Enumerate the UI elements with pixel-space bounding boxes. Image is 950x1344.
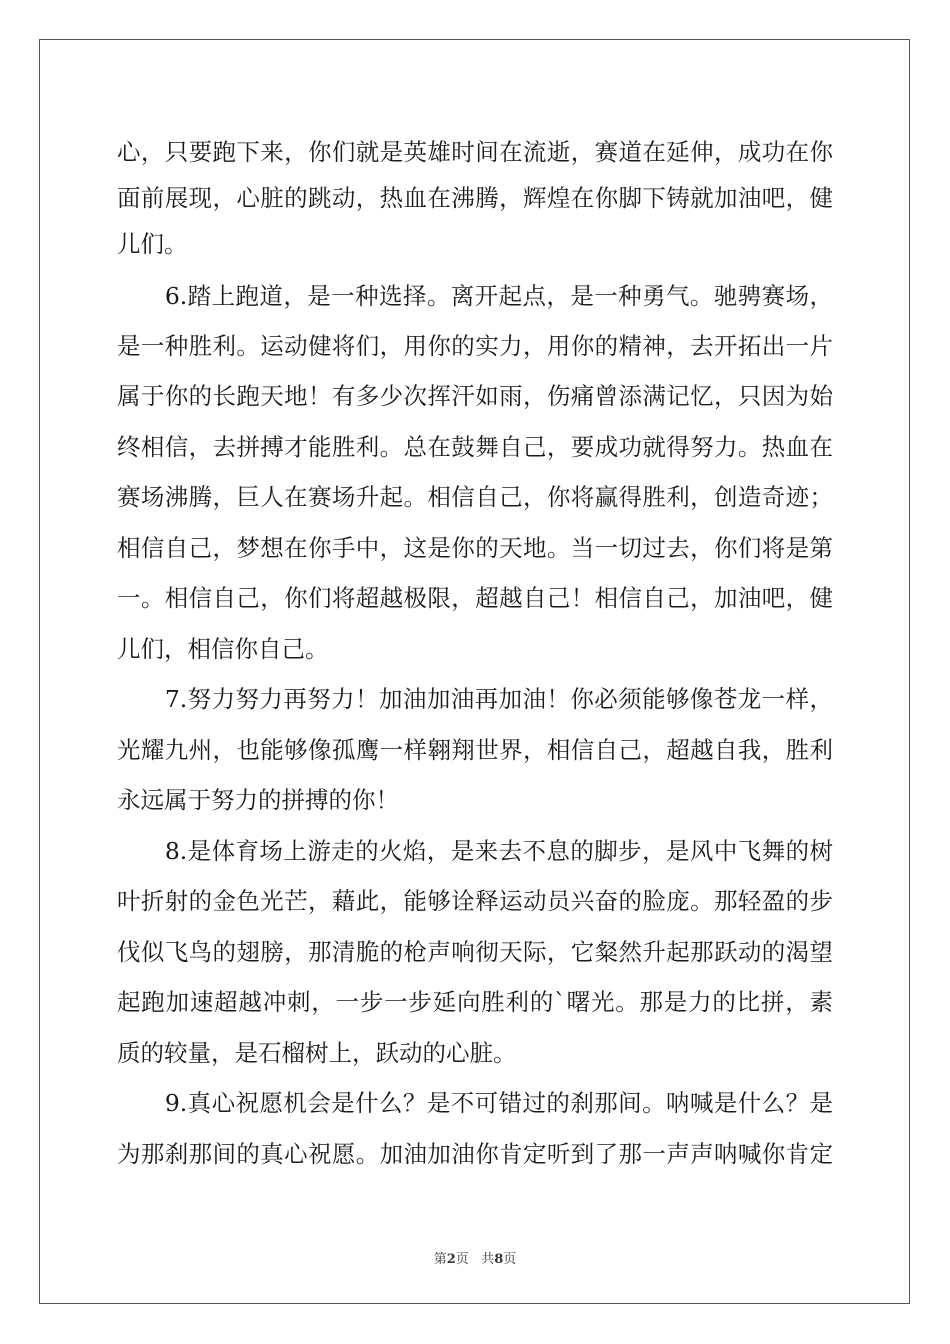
page-number: 2 <box>446 1252 456 1267</box>
text-line: 伐似飞鸟的翅膀，那清脆的枪声响彻天际，它粲然升起那跃动的渴望 <box>117 938 833 966</box>
text-line: 光耀九州，也能够像孤鹰一样翱翔世界，相信自己，超越自我，胜利 <box>117 736 833 764</box>
text-line: 质的较量，是石榴树上，跃动的心脏。 <box>117 1039 517 1067</box>
text-line: 7.努力努力再努力！加油加油再加油！你必须能够像苍龙一样， <box>117 685 833 713</box>
text-line: 9.真心祝愿机会是什么？是不可错过的刹那间。呐喊是什么？是 <box>117 1089 833 1117</box>
text-line: 8.是体育场上游走的火焰，是来去不息的脚步，是风中飞舞的树 <box>117 837 833 865</box>
text-line: 儿们。 <box>117 230 188 258</box>
text-line: 为那刹那间的真心祝愿。加油加油你肯定听到了那一声声呐喊你肯定 <box>117 1140 833 1168</box>
text-line: 儿们，相信你自己。 <box>117 635 329 663</box>
text-line: 赛场沸腾，巨人在赛场升起。相信自己，你将赢得胜利，创造奇迹； <box>117 483 833 511</box>
text-line: 相信自己，梦想在你手中，这是你的天地。当一切过去，你们将是第 <box>117 534 833 562</box>
text-line: 6.踏上跑道，是一种选择。离开起点，是一种勇气。驰骋赛场， <box>117 282 833 310</box>
total-pages: 8 <box>494 1252 504 1267</box>
page-suffix: 页 <box>455 1252 469 1267</box>
text-line: 终相信，去拼搏才能胜利。总在鼓舞自己，要成功就得努力。热血在 <box>117 433 833 461</box>
text-line: 心，只要跑下来，你们就是英雄时间在流逝，赛道在延伸，成功在你 <box>117 138 833 166</box>
text-line: 永远属于努力的拼搏的你！ <box>117 786 399 814</box>
text-line: 属于你的长跑天地！有多少次挥汗如雨，伤痛曾添满记忆，只因为始 <box>117 382 833 410</box>
total-prefix: 共 <box>481 1252 495 1267</box>
text-line: 一。相信自己，你们将超越极限，超越自己！相信自己，加油吧，健 <box>117 584 833 612</box>
page-footer <box>0 1248 950 1267</box>
text-line: 叶折射的金色光芒，藉此，能够诠释运动员兴奋的脸庞。那轻盈的步 <box>117 887 833 915</box>
text-line: 面前展现，心脏的跳动，热血在沸腾，辉煌在你脚下铸就加油吧，健 <box>117 184 833 212</box>
text-line: 起跑加速超越冲刺，一步一步延向胜利的`曙光。那是力的比拼，素 <box>117 988 833 1016</box>
text-line: 是一种胜利。运动健将们，用你的实力，用你的精神，去开拓出一片 <box>117 332 833 360</box>
total-suffix: 页 <box>503 1252 517 1267</box>
page-prefix: 第 <box>433 1252 447 1267</box>
